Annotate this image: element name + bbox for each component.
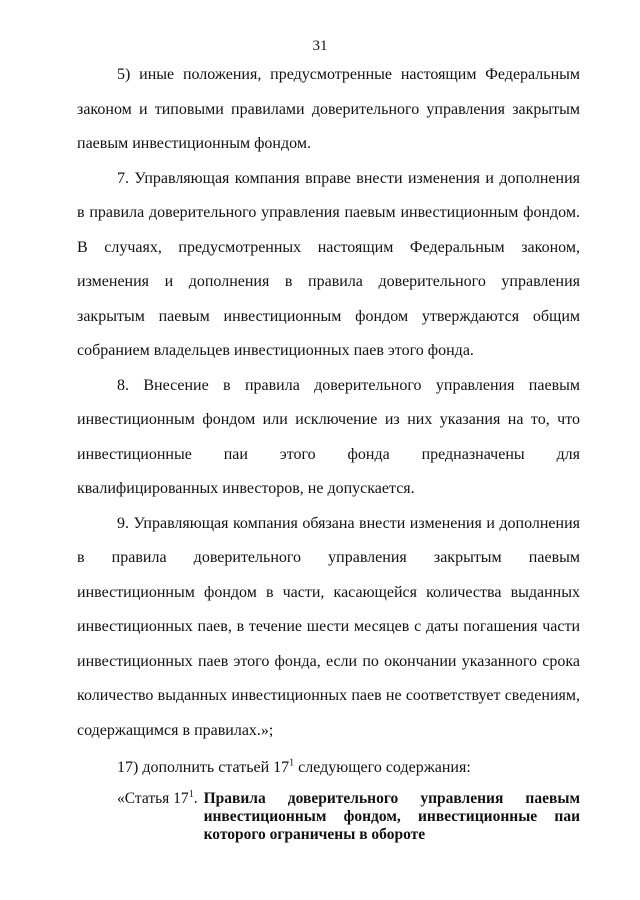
article-label-dot: . xyxy=(193,790,198,807)
amendment-text-before: 17) дополнить статьей 17 xyxy=(117,759,290,776)
article-label-text: «Статья 17 xyxy=(117,790,189,807)
amendment-superscript: 1 xyxy=(289,757,295,769)
paragraph-part-9: 9. Управляющая компания обязана внести изменения и дополнения в правила доверительного управления закрытым паевым инвестиционным фондом в части, касающейся количества выданных инвестиционных паев, в течение шести месяцев с даты погашения части инвестиционных паев этого фонда, если по окончании указанного срока количество выданных инвестиционных паев не соответствует сведениям, содержащимся в правилах.»; xyxy=(77,514,580,739)
paragraph-part-8: 8. Внесение в правила доверительного управления паевым инвестиционным фондом или исключение из них указания на то, что инвестиционные паи этого фонда предназначены для квалифицированных инвесторов, не допускается. xyxy=(77,376,580,497)
amendment-text-after: следующего содержания: xyxy=(294,759,471,776)
page-number: 31 xyxy=(312,38,328,54)
article-heading xyxy=(117,790,580,844)
paragraph-part-7: 7. Управляющая компания вправе внести изменения и дополнения в правила доверительного управления паевым инвестиционным фондом. В случаях, предусмотренных настоящим Федеральным законом, изменения и дополнения в правила доверительного управления закрытым паевым инвестиционным фондом утверждаются общим собранием владельцев инвестиционных паев этого фонда. xyxy=(77,169,580,359)
document-body xyxy=(77,58,580,788)
article-label-superscript: 1 xyxy=(188,788,194,800)
article-label xyxy=(117,790,198,844)
paragraph-item-5: 5) иные положения, предусмотренные настоящим Федеральным законом и типовыми правилами доверительного управления закрытым паевым инвестиционным фондом. xyxy=(77,66,580,152)
amendment-line xyxy=(77,748,580,788)
article-title: Правила доверительного управления паевым инвестиционным фондом, инвестиционные паи которого ограничены в обороте xyxy=(203,790,580,843)
